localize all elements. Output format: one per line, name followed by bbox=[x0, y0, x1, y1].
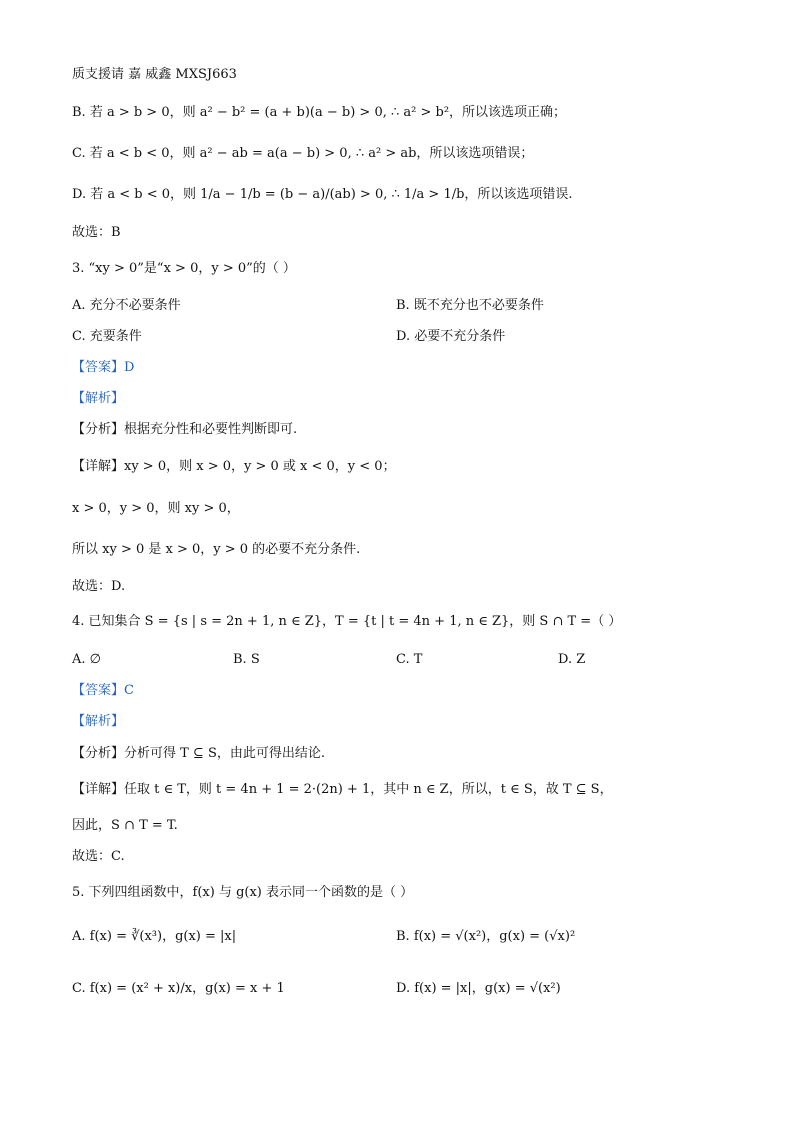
selection-d: 故选：D. bbox=[72, 579, 126, 594]
q3-option-c: C. 充要条件 bbox=[72, 329, 142, 344]
q4-option-a: A. ∅ bbox=[72, 652, 101, 667]
q3-option-a: A. 充分不必要条件 bbox=[72, 298, 181, 313]
question-4: 4. 已知集合 S = {s | s = 2n + 1, n ∈ Z}，T = {t | t = 4n + 1, n ∈ Z}，则 S ∩ T =（ ） bbox=[72, 614, 622, 629]
q5-option-a: A. f(x) = ∛(x³)，g(x) = |x| bbox=[72, 929, 237, 944]
q3-option-d: D. 必要不充分条件 bbox=[396, 329, 506, 344]
fenxi-4: 【分析】分析可得 T ⊆ S，由此可得出结论. bbox=[72, 746, 325, 761]
fenxi-3: 【分析】根据充分性和必要性判断即可. bbox=[72, 422, 298, 437]
detail-4b: 因此，S ∩ T = T. bbox=[72, 818, 178, 833]
detail-4: 【详解】任取 t ∈ T，则 t = 4n + 1 = 2·(2n) + 1，其中 n ∈ Z，所以，t ∈ S，故 T ⊆ S， bbox=[72, 782, 613, 797]
analysis-4: 【解析】 bbox=[72, 714, 125, 729]
option-c-line: C. 若 a < b < 0，则 a² − ab = a(a − b) > 0, ∴ a² > ab，所以该选项错误； bbox=[72, 146, 534, 161]
option-b-line: B. 若 a > b > 0，则 a² − b² = (a + b)(a − b) > 0, ∴ a² > b²，所以该选项正确； bbox=[72, 105, 567, 120]
detail-3c: 所以 xy > 0 是 x > 0，y > 0 的必要不充分条件. bbox=[72, 542, 361, 557]
q4-option-d: D. Z bbox=[558, 652, 586, 667]
q4-option-b: B. S bbox=[233, 652, 260, 667]
option-d-line: D. 若 a < b < 0，则 1/a − 1/b = (b − a)/(ab) > 0, ∴ 1/a > 1/b，所以该选项错误. bbox=[72, 187, 573, 202]
selection-c: 故选：C. bbox=[72, 849, 125, 864]
q5-option-b: B. f(x) = √(x²)，g(x) = (√x)² bbox=[396, 929, 576, 944]
q3-option-b: B. 既不充分也不必要条件 bbox=[396, 298, 544, 313]
detail-3: 【详解】xy > 0，则 x > 0，y > 0 或 x < 0，y < 0； bbox=[72, 459, 396, 474]
answer-3: 【答案】D bbox=[72, 360, 135, 375]
detail-3b: x > 0，y > 0，则 xy > 0， bbox=[72, 501, 240, 516]
header: 质支援请 嘉 威鑫 MXSJ663 bbox=[72, 67, 237, 82]
question-5: 5. 下列四组函数中，f(x) 与 g(x) 表示同一个函数的是（ ） bbox=[72, 885, 414, 900]
selection-b: 故选：B bbox=[72, 225, 121, 240]
question-3: 3. “xy > 0”是“x > 0，y > 0”的（ ） bbox=[72, 261, 296, 276]
q5-option-c: C. f(x) = (x² + x)/x，g(x) = x + 1 bbox=[72, 981, 285, 996]
q5-option-d: D. f(x) = |x|，g(x) = √(x²) bbox=[396, 981, 561, 996]
q4-option-c: C. T bbox=[396, 652, 423, 667]
answer-4: 【答案】C bbox=[72, 683, 134, 698]
analysis-3: 【解析】 bbox=[72, 391, 125, 406]
